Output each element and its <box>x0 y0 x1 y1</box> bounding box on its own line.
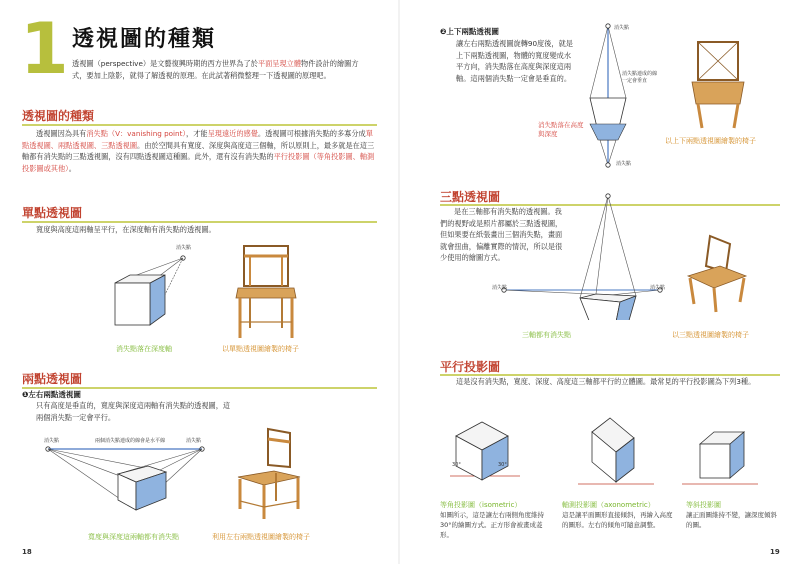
axonometric-diagram <box>576 410 656 490</box>
up-down-sub: ❷上下兩點透視圖 <box>440 27 499 36</box>
two-point-sub: ❶左右兩點透視圖 <box>22 390 81 399</box>
axonometric-title: 軸測投影圖（axonometric） <box>562 501 655 509</box>
two-point-caption: 寬度與深度這兩軸都有消失點 <box>88 533 179 541</box>
page-number-left: 18 <box>22 548 32 556</box>
oblique-desc: 讓正面圖維持不變，讓深度傾斜的圖。 <box>686 511 777 529</box>
oblique-item <box>686 500 778 530</box>
three-vp-left-label: 消失點 <box>492 285 508 291</box>
isometric-diagram <box>446 410 526 490</box>
page-number-right: 19 <box>770 548 780 556</box>
vertical-note: 消失點連成的線一定會垂直 <box>622 71 658 84</box>
three-vp-right-label: 消失點 <box>650 285 666 291</box>
up-down-red-caption: 消失點落在高度與深度 <box>538 121 584 138</box>
up-down-diagram <box>580 20 640 170</box>
vp-line-label: 兩個消失點連成的線會是水平線 <box>95 438 166 444</box>
angle-right-label: 30° <box>498 462 507 468</box>
axonometric-desc: 這是讓平面圖形直接傾斜，再繪入高度的圖形。左右的傾角可隨意調整。 <box>562 511 673 529</box>
section-heading-parallel: 平行投影圖 <box>440 360 501 374</box>
intro-text: 透視圖（perspective）是文藝復興時期的西方世界為了於平面呈現立體物件設計的繪圖方式，要加上陰影，就得了解透視的原理。在此試著稍微整理一下透視圖的原理吧。 <box>72 59 359 80</box>
types-body: 透視圖因為具有消失點（V：vanishing point），才能呈現遠近的感覺。透視圖可根據消失點的多寡分成單點透視圖、兩點透視圖、三點透視圖。由於空間具有寬度、深度與高度這三個軸，所以原則上，最多就是在這三軸都有消失點的三點透視圖，沒有四點透視圖這種圖。此外，還有沒有消失點的平行投影圖（等角投影圖、軸測投影圖或其他）。 <box>22 129 375 173</box>
one-point-body: 寬度與高度這兩軸呈平行，在深度軸有消失點的透視圖。 <box>36 225 216 234</box>
isometric-title: 等角投影圖（isometric） <box>440 501 522 509</box>
chapter-number: 1 <box>20 8 69 90</box>
vp-label: 消失點 <box>176 245 192 251</box>
section-divider <box>22 221 377 223</box>
vp-right-label: 消失點 <box>186 438 202 444</box>
one-point-diagram <box>95 236 215 346</box>
page-title: 透視圖的種類 <box>72 27 217 52</box>
chair-one-point <box>232 242 302 342</box>
three-point-diagram <box>496 190 671 320</box>
two-point-body: 只有高度是垂直的，寬度與深度這兩軸有消失點的透視圖，這兩個消失點一定會平行。 <box>36 401 231 422</box>
section-heading-three-point: 三點透視圖 <box>440 190 501 204</box>
one-point-caption: 消失點落在深度軸 <box>116 345 172 353</box>
chair-two-point-caption: 利用左右兩點透視圖繪製的椅子 <box>212 533 310 541</box>
section-heading-types: 透視圖的種類 <box>22 109 95 123</box>
section-heading-one-point: 單點透視圖 <box>22 206 83 220</box>
oblique-title: 等斜投影圖 <box>686 501 721 509</box>
chair-two-point <box>232 425 312 525</box>
chair-three-point <box>680 232 760 317</box>
oblique-diagram <box>680 410 760 490</box>
vp-left-label: 消失點 <box>44 438 60 444</box>
isometric-item <box>440 500 550 540</box>
up-down-body: 讓左右兩點透視圖旋轉90度後，就是上下兩點透視圖，物體的寬度變成水平方向，消失點落在高度與深度這兩軸。這兩個消失點一定會是垂直的。 <box>456 39 573 83</box>
chair-three-point-caption: 以三點透視圖繪製的椅子 <box>672 331 749 339</box>
chair-up-down-caption: 以上下兩點透視圖繪製的椅子 <box>665 137 756 145</box>
vp-bottom-label: 消失點 <box>616 161 632 167</box>
section-heading-two-point: 兩點透視圖 <box>22 372 83 386</box>
right-page <box>400 0 799 564</box>
vp-top-label: 消失點 <box>614 25 630 31</box>
three-point-caption: 三軸都有消失點 <box>522 331 571 339</box>
two-point-diagram <box>36 432 216 532</box>
section-divider <box>22 124 377 126</box>
angle-left-label: 30° <box>452 462 461 468</box>
isometric-desc: 如圖所示，這是讓左右兩側角度維持30°的繪圖方式。正方形會被畫成菱形。 <box>440 511 544 539</box>
axonometric-item <box>562 500 674 530</box>
left-page <box>0 0 399 564</box>
chair-one-point-caption: 以單點透視圖繪製的椅子 <box>222 345 299 353</box>
three-point-body: 是在三軸都有消失點的透視圖。我們的視野或是照片都屬於三點透視圖，但如果要在紙張畫出三個消失點，畫面就會扭曲，偏離實際的情況，所以是很少使用的繪圖方式。 <box>440 207 563 262</box>
parallel-body: 這是沒有消失點，寬度、深度、高度這三軸都平行的立體圖。最常見的平行投影圖為下列3種。 <box>456 377 756 386</box>
chair-up-down <box>684 38 754 133</box>
